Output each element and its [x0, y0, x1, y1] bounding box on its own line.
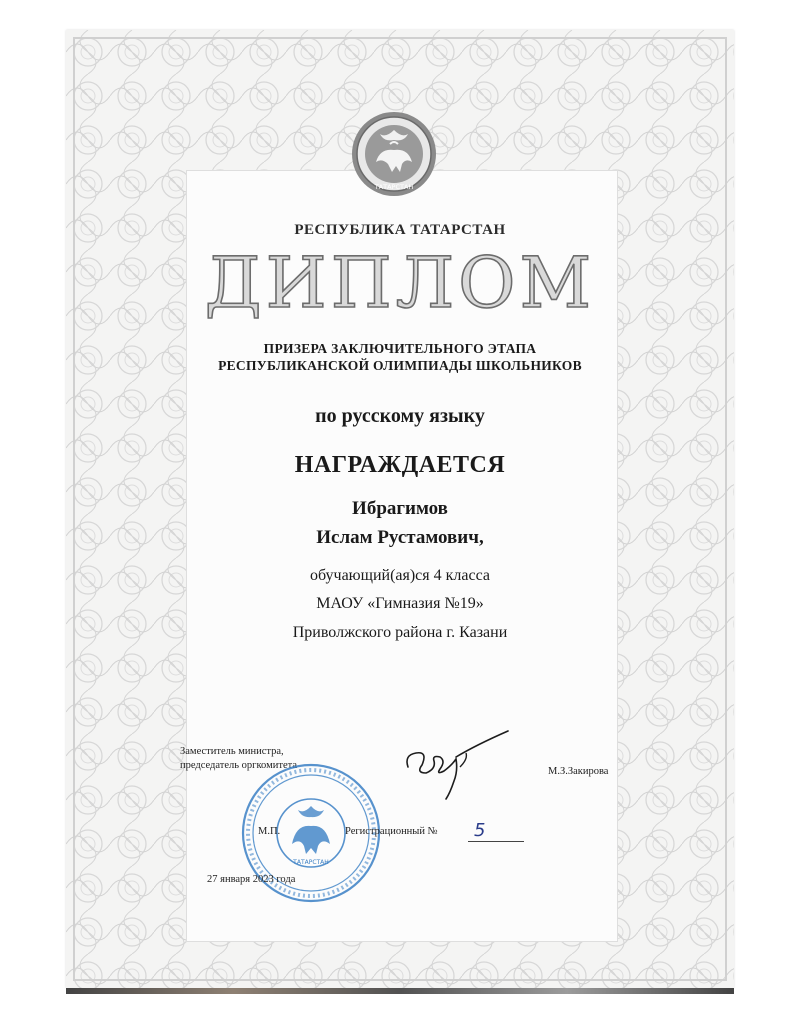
awarded-heading: НАГРАЖДАЕТСЯ: [294, 452, 506, 478]
subtitle-line-2: РЕСПУБЛИКАНСКОЙ ОЛИМПИАДЫ ШКОЛЬНИКОВ: [218, 358, 582, 373]
stamp-place-label: М.П.: [258, 826, 281, 837]
svg-text:ТАТАРСТАН: ТАТАРСТАН: [293, 859, 329, 866]
coat-of-arms-icon: [350, 110, 438, 198]
diploma-title: ДИПЛОМ: [204, 242, 596, 324]
svg-text:ТАТАРСТАН: ТАТАРСТАН: [374, 183, 414, 191]
subject: по русскому языку: [315, 405, 485, 427]
signature-icon: [396, 727, 526, 807]
school-district: Приволжского района г. Казани: [292, 624, 508, 641]
recipient-first-patronymic: Ислам Рустамович,: [316, 527, 484, 548]
registration-label: Регистрационный №: [345, 826, 438, 837]
issue-date: 27 января 2023 года: [207, 874, 296, 885]
recipient-last-name: Ибрагимов: [352, 498, 448, 519]
school-name: МАОУ «Гимназия №19»: [316, 595, 484, 612]
signatory-name: М.З.Закирова: [548, 766, 609, 777]
subtitle-line-1: ПРИЗЕРА ЗАКЛЮЧИТЕЛЬНОГО ЭТАПА: [263, 341, 537, 356]
republic-heading: РЕСПУБЛИКА ТАТАРСТАН: [294, 222, 506, 238]
signatory-position-line-2: председатель оргкомитета: [180, 760, 297, 771]
scan-edge: [66, 988, 734, 994]
registration-number: 5: [474, 820, 486, 841]
study-grade: обучающий(ая)ся 4 класса: [309, 567, 490, 584]
registration-underline: [468, 841, 524, 842]
signatory-position-line-1: Заместитель министра,: [180, 746, 284, 757]
